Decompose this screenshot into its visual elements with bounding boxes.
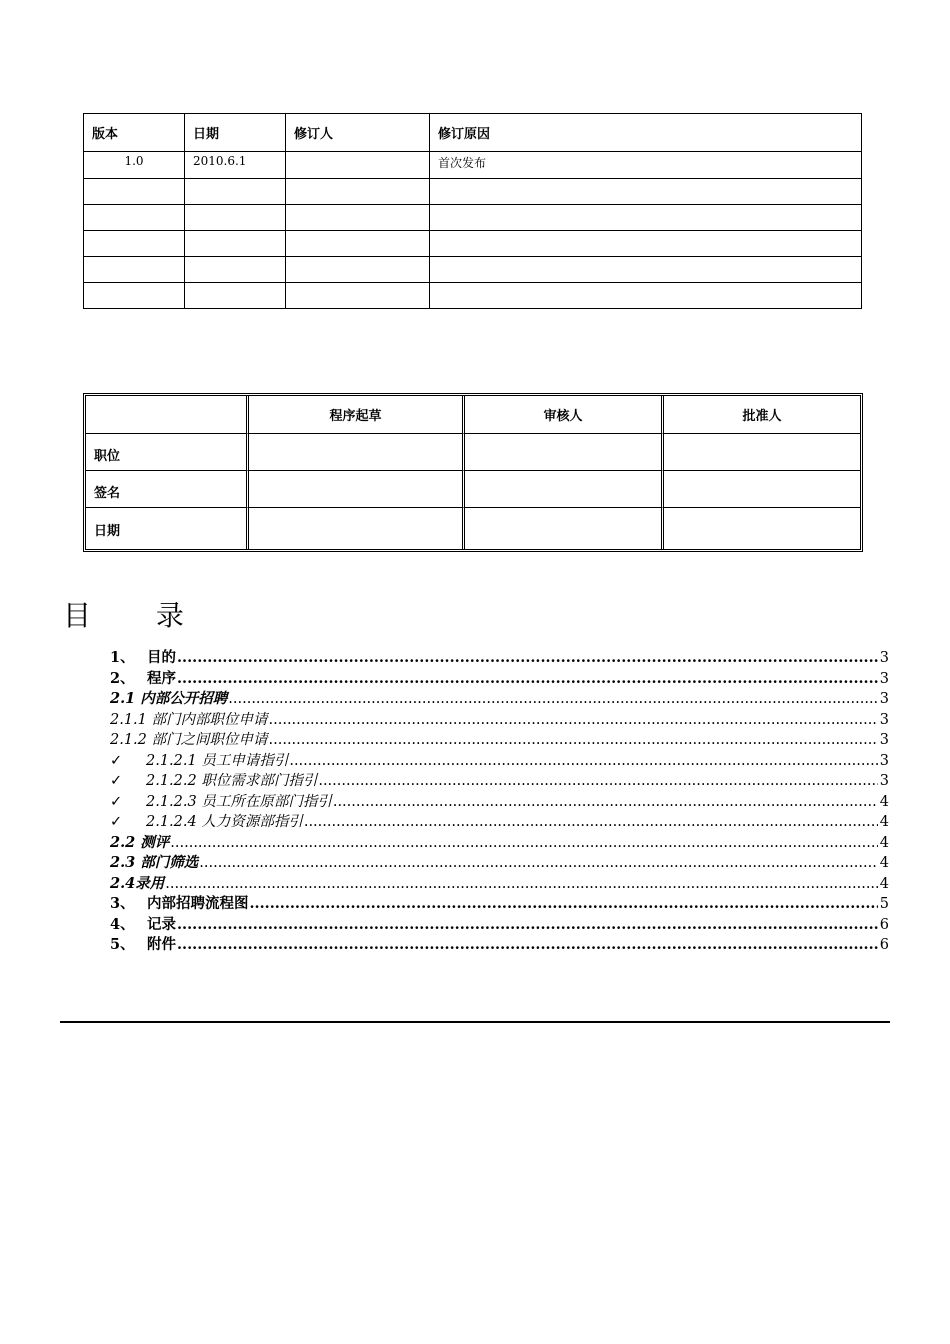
table-row xyxy=(84,205,862,231)
toc-entry-number: 3、 xyxy=(110,895,135,912)
cell-reviewer-date xyxy=(465,508,664,549)
toc-entry-text: 2.2 测评 xyxy=(110,833,170,851)
cell-reviewer-signature xyxy=(465,471,664,508)
cell-version xyxy=(84,179,185,205)
approval-table xyxy=(83,393,863,552)
toc-entry-text: 2.1 内部公开招聘 xyxy=(110,690,228,707)
toc-entry-text: 2.1.2.1 员工申请指引 xyxy=(146,752,289,769)
cell-reviser xyxy=(286,152,430,179)
toc-entry-number: 1、 xyxy=(110,649,135,666)
toc-page-number: 4 xyxy=(879,834,889,851)
header-date: 日期 xyxy=(185,114,286,152)
toc-leader-dots xyxy=(228,689,877,710)
row-label-signature: 签名 xyxy=(86,471,249,508)
table-row xyxy=(84,231,862,257)
toc-leader-dots xyxy=(177,915,878,936)
footer-divider xyxy=(60,1021,890,1023)
cell-reviewer-position xyxy=(465,434,664,471)
cell-reason xyxy=(430,283,862,309)
cell-version: 1.0 xyxy=(84,152,185,179)
toc-leader-dots xyxy=(165,874,878,895)
toc-entry[interactable] xyxy=(110,648,889,669)
toc-entry[interactable] xyxy=(110,689,889,710)
toc-leader-dots xyxy=(269,710,878,731)
toc-entry[interactable] xyxy=(110,894,889,915)
toc-page-number: 4 xyxy=(879,855,889,871)
toc-entry-text: 程序 xyxy=(147,669,176,687)
toc-leader-dots xyxy=(177,648,878,669)
cell-date: 2010.6.1 xyxy=(185,152,286,179)
checkmark-icon: ✓ xyxy=(110,814,123,830)
toc-entry-text: 2.1.2 部门之间职位申请 xyxy=(110,732,268,748)
cell-reviser xyxy=(286,231,430,257)
approval-row-position xyxy=(86,434,860,471)
toc-entry[interactable] xyxy=(110,669,889,690)
toc-leader-dots xyxy=(199,853,877,874)
checkmark-icon: ✓ xyxy=(110,773,123,789)
toc-entry-text: 2.1.2.2 职位需求部门指引 xyxy=(146,773,318,789)
approval-row-signature xyxy=(86,471,860,508)
cell-reason: 首次发布 xyxy=(430,152,862,179)
toc-entry-text: 2.1.1 部门内部职位申请 xyxy=(110,711,268,728)
cell-reviser xyxy=(286,283,430,309)
toc-entry[interactable] xyxy=(110,853,889,874)
cell-drafter-signature xyxy=(249,471,465,508)
toc-entry[interactable] xyxy=(110,833,889,854)
cell-version xyxy=(84,205,185,231)
row-label-date: 日期 xyxy=(86,508,249,549)
cell-reason xyxy=(430,179,862,205)
cell-version xyxy=(84,257,185,283)
table-row xyxy=(84,283,862,309)
toc-leader-dots xyxy=(289,751,877,772)
table-row xyxy=(84,257,862,283)
cell-reason xyxy=(430,205,862,231)
toc-leader-dots xyxy=(177,669,878,690)
toc-leader-dots xyxy=(177,935,878,956)
toc-entry[interactable] xyxy=(110,874,889,895)
toc-entry-text: 2.1.2.4 人力资源部指引 xyxy=(146,814,303,830)
cell-version xyxy=(84,283,185,309)
toc-entry-number: 2、 xyxy=(110,669,135,687)
approval-header-blank xyxy=(86,396,249,434)
cell-drafter-date xyxy=(249,508,465,549)
toc-page-number: 3 xyxy=(879,732,889,748)
toc-entry[interactable] xyxy=(110,915,889,936)
cell-reviser xyxy=(286,257,430,283)
toc-page-number: 4 xyxy=(879,814,889,830)
toc-title: 目 录 xyxy=(63,599,212,632)
revision-history-table xyxy=(83,113,862,309)
cell-date xyxy=(185,257,286,283)
cell-drafter-position xyxy=(249,434,465,471)
toc-page-number: 3 xyxy=(879,773,889,789)
header-reviser: 修订人 xyxy=(286,114,430,152)
toc-entry-number: 5、 xyxy=(110,936,135,953)
toc-entry-number: 4、 xyxy=(110,915,135,933)
header-reason: 修订原因 xyxy=(430,114,862,152)
cell-date xyxy=(185,205,286,231)
toc-page-number: 3 xyxy=(879,691,889,707)
toc-leader-dots xyxy=(304,812,878,833)
cell-date xyxy=(185,283,286,309)
toc-entry[interactable] xyxy=(110,771,889,792)
toc-leader-dots xyxy=(250,894,878,915)
header-reviewer: 审核人 xyxy=(465,396,664,434)
cell-reviser xyxy=(286,179,430,205)
toc-entry[interactable] xyxy=(110,710,889,731)
toc-entry-text: 内部招聘流程图 xyxy=(147,895,249,912)
toc-entry[interactable] xyxy=(110,751,889,772)
toc-page-number: 3 xyxy=(879,670,889,687)
toc-entry-text: 2.4录用 xyxy=(110,874,165,892)
toc-entry[interactable] xyxy=(110,935,889,956)
toc-page-number: 3 xyxy=(879,752,889,769)
header-version: 版本 xyxy=(84,114,185,152)
toc-entry-text: 目的 xyxy=(147,649,176,666)
toc-page-number: 5 xyxy=(879,896,889,912)
header-drafter: 程序起草 xyxy=(249,396,465,434)
cell-reason xyxy=(430,257,862,283)
table-of-contents xyxy=(110,648,889,956)
toc-page-number: 6 xyxy=(879,916,889,933)
toc-entry[interactable] xyxy=(110,812,889,833)
toc-page-number: 4 xyxy=(879,793,889,810)
cell-date xyxy=(185,179,286,205)
cell-date xyxy=(185,231,286,257)
checkmark-icon: ✓ xyxy=(110,793,123,810)
cell-reason xyxy=(430,231,862,257)
toc-leader-dots xyxy=(170,833,877,854)
cell-approver-position xyxy=(664,434,860,471)
approval-header-row xyxy=(86,396,860,434)
toc-entry[interactable] xyxy=(110,792,889,813)
toc-leader-dots xyxy=(333,792,878,813)
toc-entry[interactable] xyxy=(110,730,889,751)
toc-entry-text: 2.3 部门筛选 xyxy=(110,854,199,871)
cell-reviser xyxy=(286,205,430,231)
toc-entry-text: 附件 xyxy=(147,936,176,953)
toc-page-number: 3 xyxy=(879,711,889,728)
toc-leader-dots xyxy=(269,730,878,751)
checkmark-icon: ✓ xyxy=(110,752,123,769)
toc-leader-dots xyxy=(318,771,877,792)
row-label-position: 职位 xyxy=(86,434,249,471)
toc-entry-text: 2.1.2.3 员工所在原部门指引 xyxy=(146,793,332,810)
table-row xyxy=(84,152,862,179)
toc-page-number: 6 xyxy=(879,937,889,953)
approval-row-date xyxy=(86,508,860,549)
toc-page-number: 4 xyxy=(879,875,889,892)
cell-version xyxy=(84,231,185,257)
table-header-row xyxy=(84,114,862,152)
header-approver: 批准人 xyxy=(664,396,860,434)
table-row xyxy=(84,179,862,205)
cell-approver-signature xyxy=(664,471,860,508)
cell-approver-date xyxy=(664,508,860,549)
toc-page-number: 3 xyxy=(879,650,889,666)
toc-entry-text: 记录 xyxy=(147,915,176,933)
